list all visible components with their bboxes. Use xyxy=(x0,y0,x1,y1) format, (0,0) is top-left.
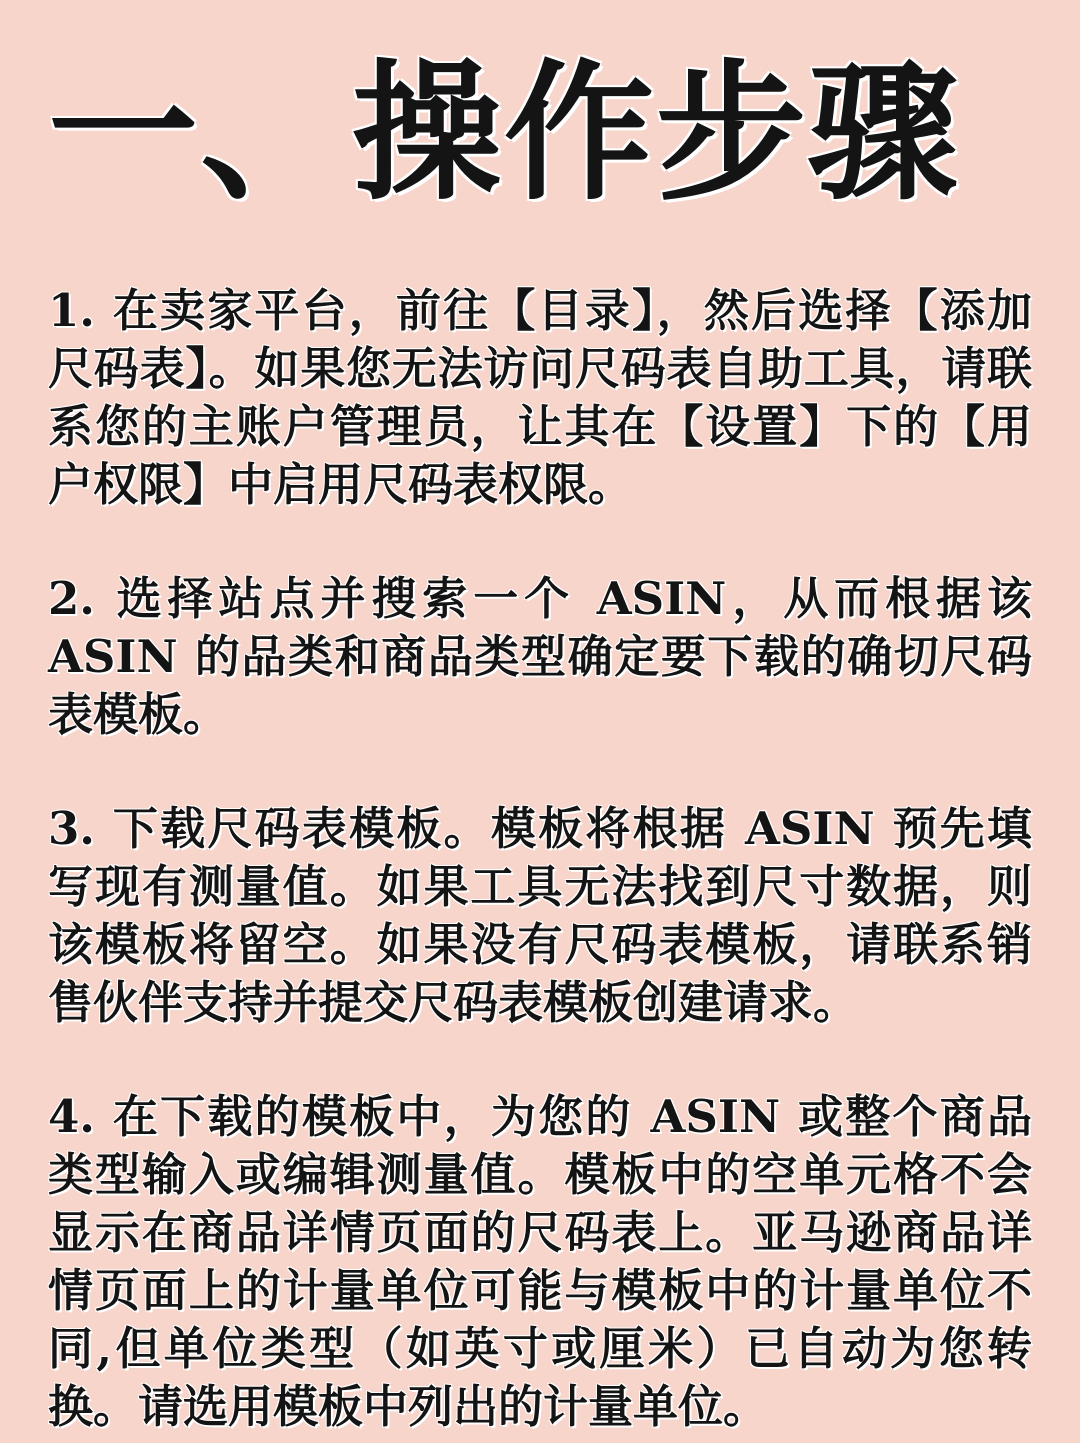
step-2: 2. 选择站点并搜索一个 ASIN，从而根据该ASIN 的品类和商品类型确定要下载的确切尺码表模板。 xyxy=(48,572,1032,741)
step-4: 4. 在下载的模板中，为您的 ASIN 或整个商品类型输入或编辑测量值。模板中的空单元格不会显示在商品详情页面的尺码表上。亚马逊商品详情页面上的计量单位可能与模板中的计量单位不同,但单位类型（如英寸或厘米）已自动为您转换。请选用模板中列出的计量单位。 xyxy=(48,1090,1032,1433)
page-title: 一、操作步骤 xyxy=(48,45,961,221)
step-1: 1. 在卖家平台，前往【目录】，然后选择【添加尺码表】。如果您无法访问尺码表自助工具，请联系您的主账户管理员，让其在【设置】下的【用户权限】中启用尺码表权限。 xyxy=(48,284,1032,511)
step-3: 3. 下载尺码表模板。模板将根据 ASIN 预先填写现有测量值。如果工具无法找到尺寸数据，则该模板将留空。如果没有尺码表模板，请联系销售伙伴支持并提交尺码表模板创建请求。 xyxy=(48,802,1032,1029)
steps-list xyxy=(48,282,1032,1436)
